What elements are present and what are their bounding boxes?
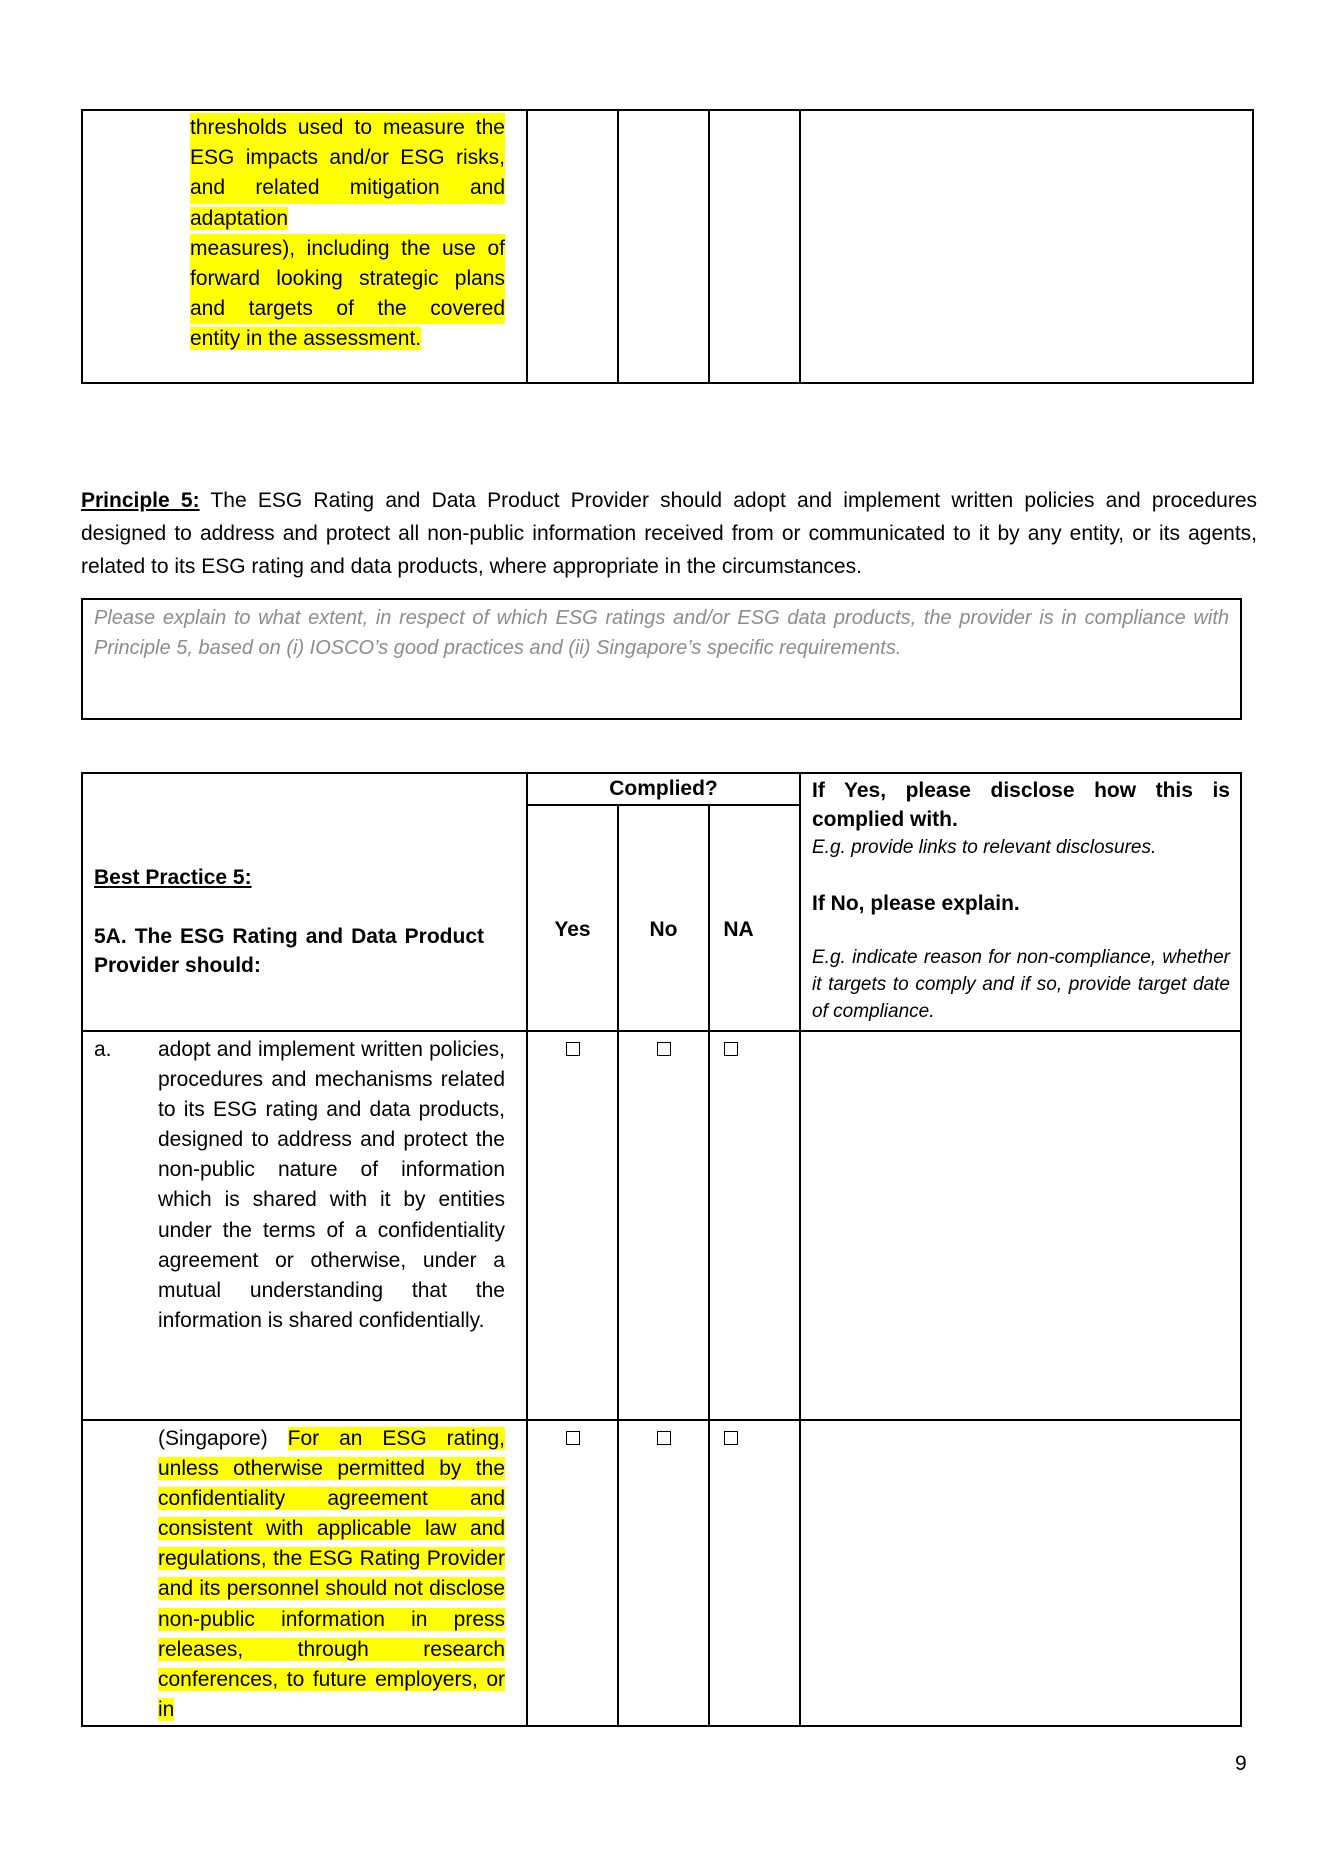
guidance-header: [800, 773, 1241, 1031]
principle-label: Principle 5:: [81, 489, 200, 512]
row-a-na-cell: [709, 1031, 800, 1420]
best-practice-label: Best Practice 5:: [94, 866, 252, 889]
col-no-header: No: [618, 805, 709, 1031]
page-number: 9: [1235, 1752, 1247, 1775]
best-practice-subheading: 5A. The ESG Rating and Data Product Provider should:: [94, 925, 484, 977]
row-a-no-cell: [618, 1031, 709, 1420]
best-practice-table: [81, 772, 1242, 1727]
row-sg-na-cell: [709, 1420, 800, 1726]
continued-table: [81, 109, 1254, 384]
continued-no-cell: [618, 110, 709, 383]
col-yes-header: Yes: [527, 805, 618, 1031]
table-row: [82, 1420, 1241, 1726]
principle-text: The ESG Rating and Data Product Provider should adopt and implement written policies and procedures designed to address and protect all non-public information received from or communicated to it by any entity, or its agents, related to its ESG rating and data products, where appropriate in the circumstances.: [81, 489, 1257, 578]
complied-header: [527, 773, 800, 805]
row-a-text: adopt and implement written policies, procedures and mechanisms related to its ESG rating and data products, designed to address and protect the non-public nature of information which is shared with it by entities under the terms of a confidentiality agreement or otherwise, under a mutual understanding that the information is shared confidentially.: [158, 1038, 505, 1332]
row-a-no-checkbox[interactable]: [657, 1042, 671, 1056]
col-na-header: NA: [709, 805, 800, 1031]
row-sg-text: [158, 1424, 505, 1725]
row-a-yes-checkbox[interactable]: [566, 1042, 580, 1056]
row-sg-yes-checkbox[interactable]: [566, 1431, 580, 1445]
row-a-comment-cell[interactable]: [800, 1031, 1241, 1420]
row-sg-na-checkbox[interactable]: [724, 1431, 738, 1445]
continued-yes-cell: [527, 110, 618, 383]
table-row: [82, 1031, 1241, 1420]
row-sg-yes-cell: [527, 1420, 618, 1726]
disclose-heading: If Yes, please disclose how this is complied with.: [812, 779, 1230, 831]
row-sg-no-checkbox[interactable]: [657, 1431, 671, 1445]
row-a-na-checkbox[interactable]: [724, 1042, 738, 1056]
continued-criteria-cell: [82, 110, 527, 383]
complied-label: Complied?: [609, 777, 718, 800]
explain-hint: E.g. indicate reason for non-compliance, whether it targets to comply and if so, provide target date of compliance.: [812, 947, 1230, 1022]
continued-na-cell: [709, 110, 800, 383]
principle-explain-box[interactable]: [81, 598, 1242, 720]
row-a-yes-cell: [527, 1031, 618, 1420]
continued-comment-cell: [800, 110, 1253, 383]
row-sg-comment-cell[interactable]: [800, 1420, 1241, 1726]
principle-explain-placeholder: Please explain to what extent, in respect of which ESG ratings and/or ESG data products, the provider is in compliance with Principle 5, based on (i) IOSCO’s good practices and (ii) Singapore’s specific requirements.: [94, 607, 1229, 659]
row-sg-highlighted-text: For an ESG rating, unless otherwise permitted by the confidentiality agreement and consistent with applicable law and regulations, the ESG Rating Provider and its personnel should not disclose non-public information in press releases, through research conferences, to future employers, or in: [158, 1427, 505, 1721]
best-practice-heading-cell: [82, 773, 527, 1031]
row-sg-no-cell: [618, 1420, 709, 1726]
row-a-marker: a.: [94, 1038, 112, 1061]
continued-criteria-text: thresholds used to measure the ESG impacts and/or ESG risks, and related mitigation and adaptation measures), including the use of forward looking strategic plans and targets of the covered entity in the assessment.: [190, 113, 505, 355]
row-sg-prefix: (Singapore): [158, 1427, 268, 1450]
disclose-hint: E.g. provide links to relevant disclosures.: [812, 837, 1157, 858]
explain-heading: If No, please explain.: [812, 892, 1020, 915]
row-sg-criteria-cell: [82, 1420, 527, 1726]
row-a-criteria-cell: [82, 1031, 527, 1420]
principle-paragraph: [81, 484, 1257, 583]
